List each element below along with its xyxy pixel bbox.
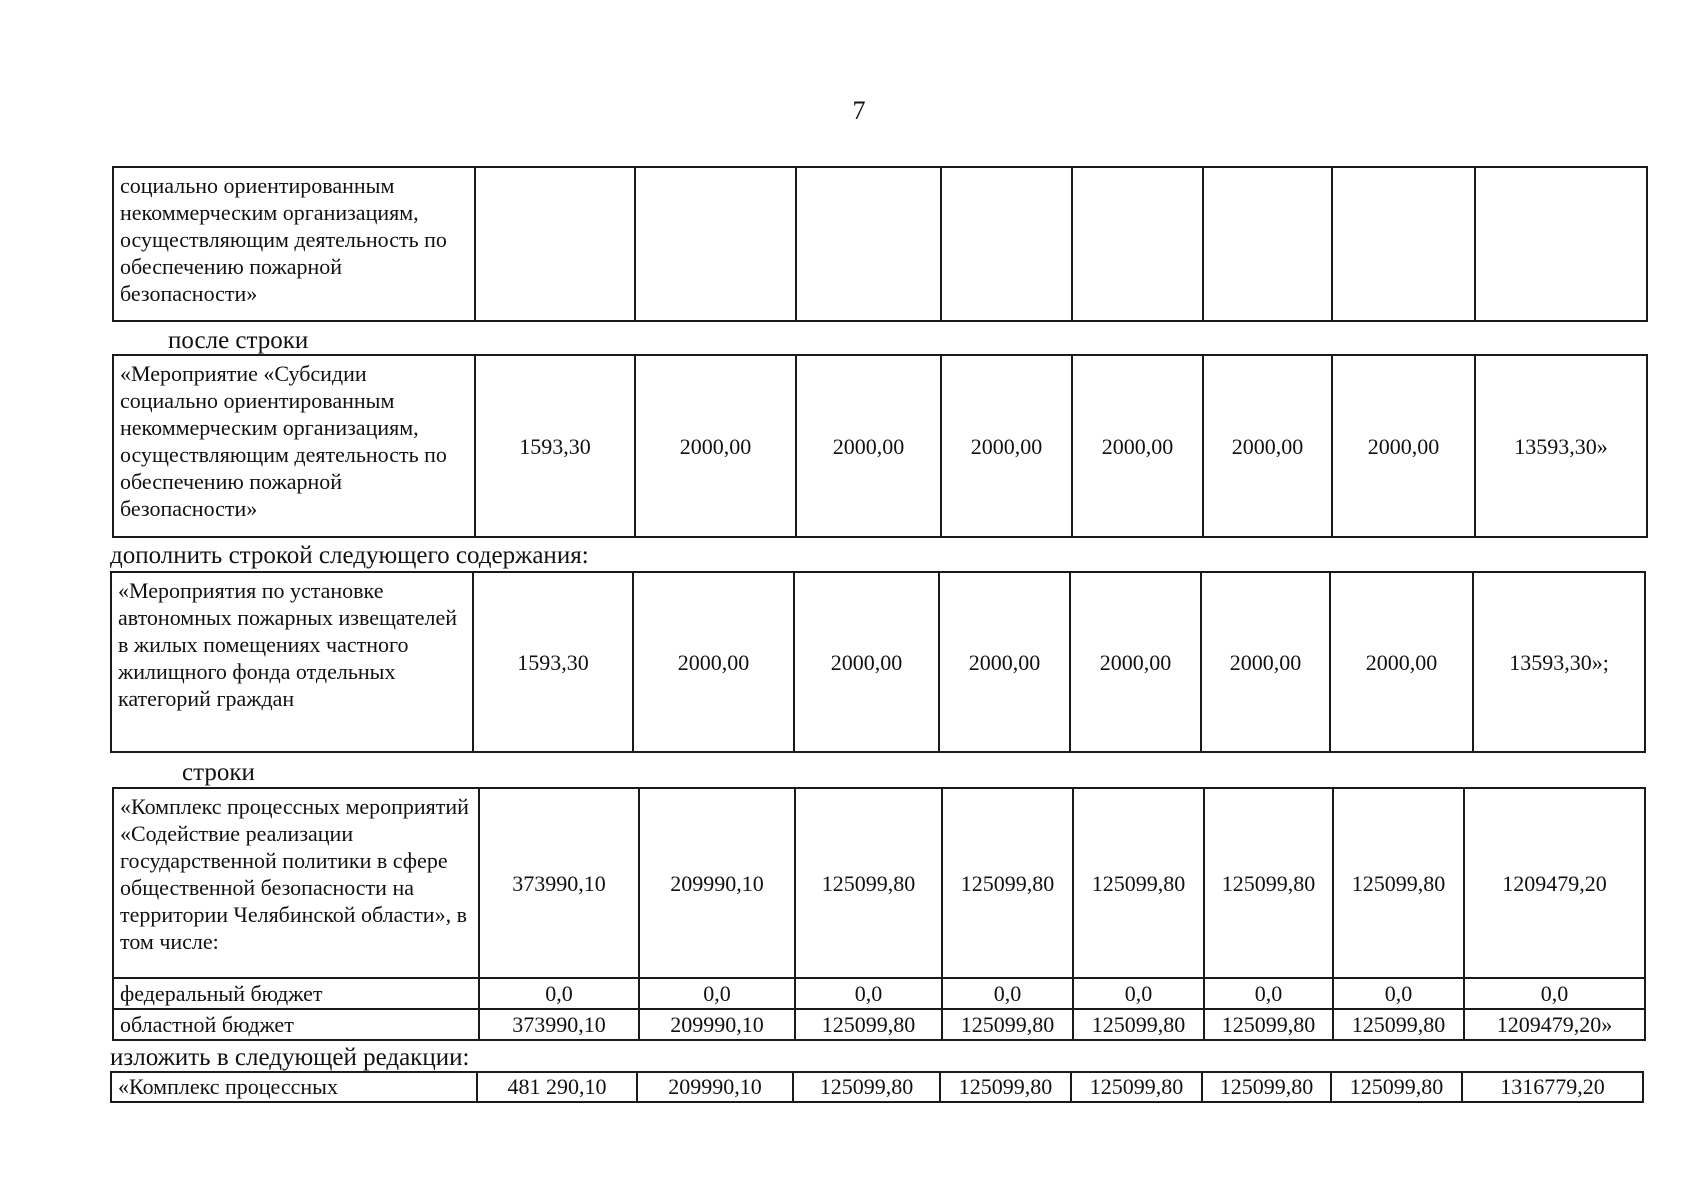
cell-value: 0,0 xyxy=(795,978,942,1009)
cell-value: 2000,00 xyxy=(1072,355,1203,537)
row-name: «Комплекс процессных xyxy=(111,1072,477,1102)
cell-value xyxy=(1332,167,1475,321)
cell-value xyxy=(1475,167,1647,321)
cell-value: 209990,10 xyxy=(639,1009,795,1040)
caption-after-row: после строки xyxy=(168,327,309,354)
table-row xyxy=(111,572,1645,752)
cell-value: 0,0 xyxy=(479,978,639,1009)
cell-value: 13593,30»; xyxy=(1473,572,1645,752)
cell-value: 125099,80 xyxy=(942,788,1073,978)
cell-value: 2000,00 xyxy=(1070,572,1201,752)
table-row xyxy=(113,167,1647,321)
row-name: федеральный бюджет xyxy=(113,978,479,1009)
cell-value: 125099,80 xyxy=(1333,788,1464,978)
cell-value: 2000,00 xyxy=(939,572,1070,752)
cell-value: 2000,00 xyxy=(1203,355,1332,537)
caption-rows: строки xyxy=(182,759,255,786)
cell-value: 0,0 xyxy=(639,978,795,1009)
table-fragment-3 xyxy=(110,571,1646,753)
cell-value: 1593,30 xyxy=(473,572,633,752)
row-name: «Мероприятия по установке автономных пожарных извещателей в жилых помещениях частного жилищного фонда отдельных категорий граждан xyxy=(111,572,473,752)
cell-value: 2000,00 xyxy=(1201,572,1330,752)
cell-value xyxy=(1072,167,1203,321)
table-fragment-1 xyxy=(112,166,1648,322)
cell-value: 0,0 xyxy=(1204,978,1333,1009)
cell-value: 481 290,10 xyxy=(477,1072,637,1102)
cell-value: 0,0 xyxy=(942,978,1073,1009)
cell-value: 2000,00 xyxy=(1330,572,1473,752)
cell-value: 125099,80 xyxy=(940,1072,1071,1102)
table-fragment-5 xyxy=(110,1071,1644,1103)
page-number: 7 xyxy=(852,96,866,125)
cell-value: 373990,10 xyxy=(479,1009,639,1040)
cell-value: 125099,80 xyxy=(1202,1072,1331,1102)
cell-value: 2000,00 xyxy=(794,572,939,752)
table-fragment-4 xyxy=(112,787,1646,1041)
cell-value xyxy=(796,167,941,321)
cell-value: 1316779,20 xyxy=(1462,1072,1643,1102)
table-row xyxy=(113,355,1647,537)
cell-value xyxy=(1203,167,1332,321)
cell-value: 125099,80 xyxy=(942,1009,1073,1040)
table-row xyxy=(113,978,1645,1009)
table-row xyxy=(111,1072,1643,1102)
cell-value: 125099,80 xyxy=(1333,1009,1464,1040)
table-fragment-2 xyxy=(112,354,1648,538)
cell-value: 2000,00 xyxy=(941,355,1072,537)
cell-value xyxy=(635,167,796,321)
cell-value: 0,0 xyxy=(1073,978,1204,1009)
cell-value: 125099,80 xyxy=(1204,1009,1333,1040)
cell-value: 125099,80 xyxy=(1073,1009,1204,1040)
cell-value: 2000,00 xyxy=(1332,355,1475,537)
row-name: «Мероприятие «Субсидии социально ориентированным некоммерческим организациям, осуществляющим деятельность по обеспечению пожарной безопасности» xyxy=(113,355,475,537)
cell-value: 1593,30 xyxy=(475,355,635,537)
cell-value: 209990,10 xyxy=(639,788,795,978)
cell-value: 0,0 xyxy=(1333,978,1464,1009)
row-name: «Комплекс процессных мероприятий «Содействие реализации государственной политики в сфере общественной безопасности на территории Челябинской области», в том числе: xyxy=(113,788,479,978)
cell-value: 2000,00 xyxy=(796,355,941,537)
caption-add-row: дополнить строкой следующего содержания: xyxy=(110,542,589,569)
cell-value: 2000,00 xyxy=(633,572,794,752)
row-name: социально ориентированным некоммерческим организациям, осуществляющим деятельность по обеспечению пожарной безопасности» xyxy=(113,167,475,321)
cell-value: 125099,80 xyxy=(1204,788,1333,978)
cell-value: 1209479,20 xyxy=(1464,788,1645,978)
cell-value: 2000,00 xyxy=(635,355,796,537)
cell-value: 125099,80 xyxy=(795,1009,942,1040)
table-row xyxy=(113,1009,1645,1040)
cell-value: 125099,80 xyxy=(1331,1072,1462,1102)
cell-value: 125099,80 xyxy=(795,788,942,978)
cell-value: 125099,80 xyxy=(1073,788,1204,978)
row-name: областной бюджет xyxy=(113,1009,479,1040)
caption-edit: изложить в следующей редакции: xyxy=(110,1044,470,1071)
cell-value: 209990,10 xyxy=(637,1072,793,1102)
cell-value: 125099,80 xyxy=(1071,1072,1202,1102)
cell-value: 13593,30» xyxy=(1475,355,1647,537)
cell-value xyxy=(941,167,1072,321)
cell-value: 0,0 xyxy=(1464,978,1645,1009)
table-row xyxy=(113,788,1645,978)
cell-value xyxy=(475,167,635,321)
cell-value: 1209479,20» xyxy=(1464,1009,1645,1040)
cell-value: 125099,80 xyxy=(793,1072,940,1102)
cell-value: 373990,10 xyxy=(479,788,639,978)
